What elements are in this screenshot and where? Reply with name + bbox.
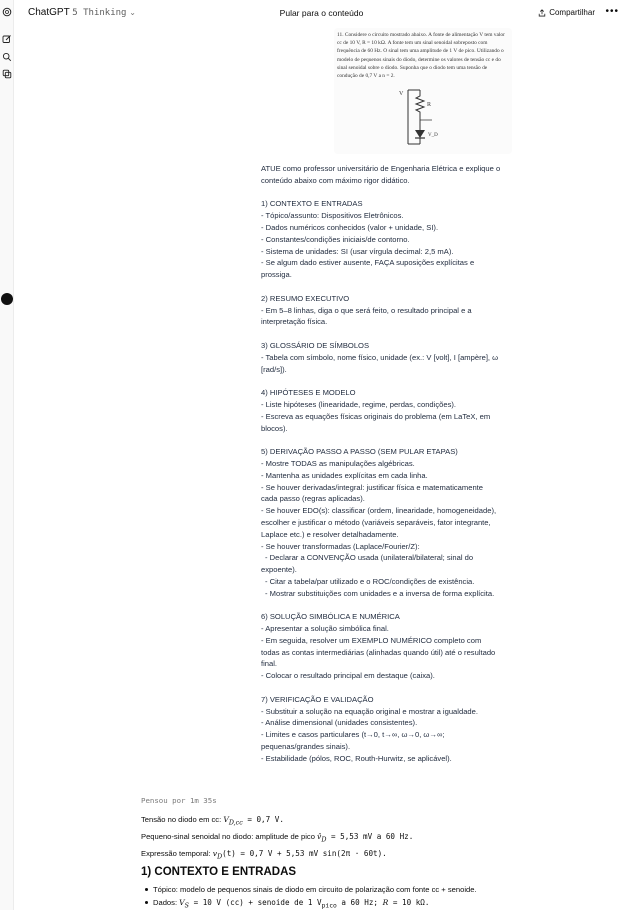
list-item bbox=[141, 896, 501, 910]
thought-duration-toggle[interactable]: Pensou por 1m 35s bbox=[141, 796, 217, 805]
prompt-line: - Tópico/assunto: Dispositivos Eletrônicos. bbox=[261, 211, 404, 221]
answer-line-ac bbox=[141, 831, 501, 846]
prompt-line: - Mantenha as unidades explícitas em cada linha. bbox=[261, 470, 428, 480]
prompt-line: - Se houver EDO(s): classificar (ordem, linearidade, homogeneidade), bbox=[261, 506, 497, 516]
assistant-answer bbox=[141, 796, 501, 910]
prompt-line: - Limites e casos particulares (t→0, t→∞, ω→0, ω→∞; bbox=[261, 730, 445, 740]
prompt-line: - Sistema de unidades: SI (usar vírgula decimal: 2,5 mA). bbox=[261, 246, 454, 256]
prompt-line: escolher e justificar o método (variáveis separáveis, fator integrante, bbox=[261, 517, 491, 527]
top-bar bbox=[14, 0, 629, 26]
prompt-line: - Apresentar a solução simbólica final. bbox=[261, 624, 389, 634]
prompt-block bbox=[261, 611, 511, 682]
label-v: V bbox=[399, 91, 404, 97]
prompt-line: 2) RESUMO EXECUTIVO bbox=[261, 293, 350, 303]
math-value: = 5,53 mV a 60 Hz. bbox=[326, 831, 414, 841]
model-version: 5 Thinking bbox=[72, 8, 127, 18]
prompt-line: 3) GLOSSÁRIO DE SÍMBOLOS bbox=[261, 340, 370, 350]
prompt-line: - Em seguida, resolver um EXEMPLO NUMÉRICO completo com bbox=[261, 635, 482, 645]
prompt-line: - Citar a tabela/par utilizado e o ROC/condições de existência. bbox=[265, 576, 475, 586]
prompt-line: final. bbox=[261, 659, 278, 669]
math-symbol: V bbox=[179, 898, 185, 908]
math-value: = 10 kΩ. bbox=[388, 898, 430, 908]
prompt-block bbox=[261, 446, 511, 599]
prompt-line: - Em 5–8 linhas, diga o que será feito, o resultado principal e a bbox=[261, 305, 472, 315]
problem-text: 11. Considere o circuito mostrado abaixo. A fonte de alimentação V tem valor cc de 10 V, R = 10 kΩ. A fonte tem um sinal senoidal sobreposto com frequência de 60 Hz. O sinal tem uma amplitude de 1 V de pico. Utilizando o modelo de pequenos sinais do diodo, determine os valores de tensão cc e do sinal senoidal sobre o diodo. Suponha que o diodo tem uma tensão de condução de 0,7 V a n = 2. bbox=[337, 32, 505, 80]
prompt-block bbox=[261, 198, 511, 281]
prompt-line: - Se houver derivadas/integral: justificar física e matematicamente bbox=[261, 482, 484, 492]
prompt-block bbox=[261, 163, 511, 187]
circuit-diagram bbox=[398, 86, 446, 152]
prompt-line: - Mostre TODAS as manipulações algébricas. bbox=[261, 458, 415, 468]
prompt-line: - Tabela com símbolo, nome físico, unidade (ex.: V [volt], I [ampère], ω bbox=[261, 352, 499, 362]
search-icon[interactable] bbox=[1, 51, 13, 63]
prompt-line: - Estabilidade (pólos, ROC, Routh-Hurwitz, se aplicável). bbox=[261, 753, 452, 763]
prompt-line: - Substituir a solução na equação original e mostrar a igualdade. bbox=[261, 706, 478, 716]
prompt-block bbox=[261, 340, 511, 375]
share-button[interactable] bbox=[538, 8, 595, 17]
prompt-line: todas as contas intermediárias (alinhadas quando útil) até o resultado bbox=[261, 647, 496, 657]
prompt-block bbox=[261, 387, 511, 434]
math-subscript: D,cc bbox=[228, 819, 243, 827]
prompt-line: interpretação física. bbox=[261, 317, 328, 327]
prompt-line: 7) VERIFICAÇÃO E VALIDAÇÃO bbox=[261, 694, 374, 704]
math-subscript: D bbox=[217, 853, 223, 861]
prompt-line: conteúdo abaixo com máximo rigor didático. bbox=[261, 175, 410, 185]
math-value: = 0,7 V. bbox=[242, 815, 284, 824]
answer-text: Pequeno-sinal senoidal no diodo: amplitude de pico bbox=[141, 831, 318, 841]
answer-line-time bbox=[141, 848, 501, 863]
math-symbol: V bbox=[223, 815, 229, 824]
math-subscript: pico bbox=[321, 902, 337, 910]
sidebar-rail bbox=[0, 0, 14, 910]
skip-to-content-link[interactable]: Pular para o conteúdo bbox=[279, 8, 364, 18]
prompt-line: - Se algum dado estiver ausente, FAÇA suposições explícitas e bbox=[261, 258, 475, 268]
math-value: a 60 Hz; bbox=[336, 898, 383, 908]
prompt-line: - Colocar o resultado principal em destaque (caixa). bbox=[261, 671, 435, 681]
chevron-down-icon: ⌄ bbox=[129, 8, 136, 17]
math-value: = 10 V (cc) + senoide de 1 V bbox=[189, 898, 322, 908]
share-label: Compartilhar bbox=[549, 8, 595, 17]
answer-text: Expressão temporal: bbox=[141, 848, 213, 858]
more-options-icon[interactable]: ••• bbox=[605, 6, 619, 17]
prompt-line: - Dados numéricos conhecidos (valor + unidade, SI). bbox=[261, 222, 439, 232]
uploaded-problem-image[interactable] bbox=[334, 28, 512, 154]
prompt-line: 5) DERIVAÇÃO PASSO A PASSO (SEM PULAR ETAPAS) bbox=[261, 447, 458, 457]
prompt-line: 1) CONTEXTO E ENTRADAS bbox=[261, 199, 363, 209]
prompt-line: - Liste hipóteses (linearidade, regime, perdas, condições). bbox=[261, 399, 457, 409]
answer-text: Dados: bbox=[153, 898, 180, 908]
list-item: Tópico: modelo de pequenos sinais de diodo em circuito de polarização com fonte cc + senoide. bbox=[141, 883, 501, 896]
chatgpt-logo-icon[interactable] bbox=[1, 6, 13, 18]
share-icon bbox=[538, 9, 546, 17]
answer-text: Tensão no diodo em cc: bbox=[141, 815, 224, 824]
section-heading: 1) CONTEXTO E ENTRADAS bbox=[141, 865, 297, 878]
prompt-line: prossiga. bbox=[261, 270, 292, 280]
prompt-line: expoente). bbox=[261, 565, 297, 575]
label-vd: V_D bbox=[428, 133, 438, 138]
prompt-line: ATUE como professor universitário de Engenharia Elétrica e explique o bbox=[261, 164, 501, 173]
prompt-line: cada passo (regras aplicadas). bbox=[261, 494, 365, 504]
math-subscript: S bbox=[184, 902, 189, 910]
prompt-line: - Declarar a CONVENÇÃO usada (unilateral/bilateral; sinal do bbox=[265, 553, 474, 563]
model-name: ChatGPT bbox=[28, 7, 70, 18]
prompt-line: - Mostrar substituições com unidades e a inversa de forma explícita. bbox=[265, 588, 495, 598]
prompt-block bbox=[261, 293, 511, 328]
prompt-line: 6) SOLUÇÃO SIMBÓLICA E NUMÉRICA bbox=[261, 612, 400, 622]
library-icon[interactable] bbox=[1, 68, 13, 80]
avatar[interactable] bbox=[1, 293, 13, 305]
prompt-line: Laplace etc.) e resolver detalhadamente. bbox=[261, 529, 399, 539]
label-r: R bbox=[427, 102, 432, 108]
prompt-line: - Se houver transformadas (Laplace/Fourier/Z): bbox=[261, 541, 420, 551]
math-subscript: D bbox=[321, 836, 327, 844]
math-symbol: v̂ bbox=[317, 831, 322, 841]
prompt-line: - Análise dimensional (unidades consistentes). bbox=[261, 718, 418, 728]
prompt-line: pequenas/grandes sinais). bbox=[261, 742, 351, 752]
prompt-line: - Escreva as equações físicas originais do problema (em LaTeX, em bbox=[261, 411, 491, 421]
math-value: (t) = 0,7 V + 5,53 mV sin(2π · 60t). bbox=[222, 848, 387, 858]
user-prompt bbox=[261, 163, 511, 776]
new-chat-icon[interactable] bbox=[1, 33, 13, 45]
prompt-line: 4) HIPÓTESES E MODELO bbox=[261, 388, 356, 398]
prompt-line: blocos). bbox=[261, 423, 288, 433]
prompt-block bbox=[261, 694, 511, 765]
answer-line-dc bbox=[141, 814, 501, 829]
prompt-line: - Constantes/condições iniciais/de contorno. bbox=[261, 234, 410, 244]
math-symbol: R bbox=[382, 898, 389, 908]
prompt-line: [rad/s]). bbox=[261, 364, 287, 374]
math-symbol: v bbox=[212, 848, 218, 858]
